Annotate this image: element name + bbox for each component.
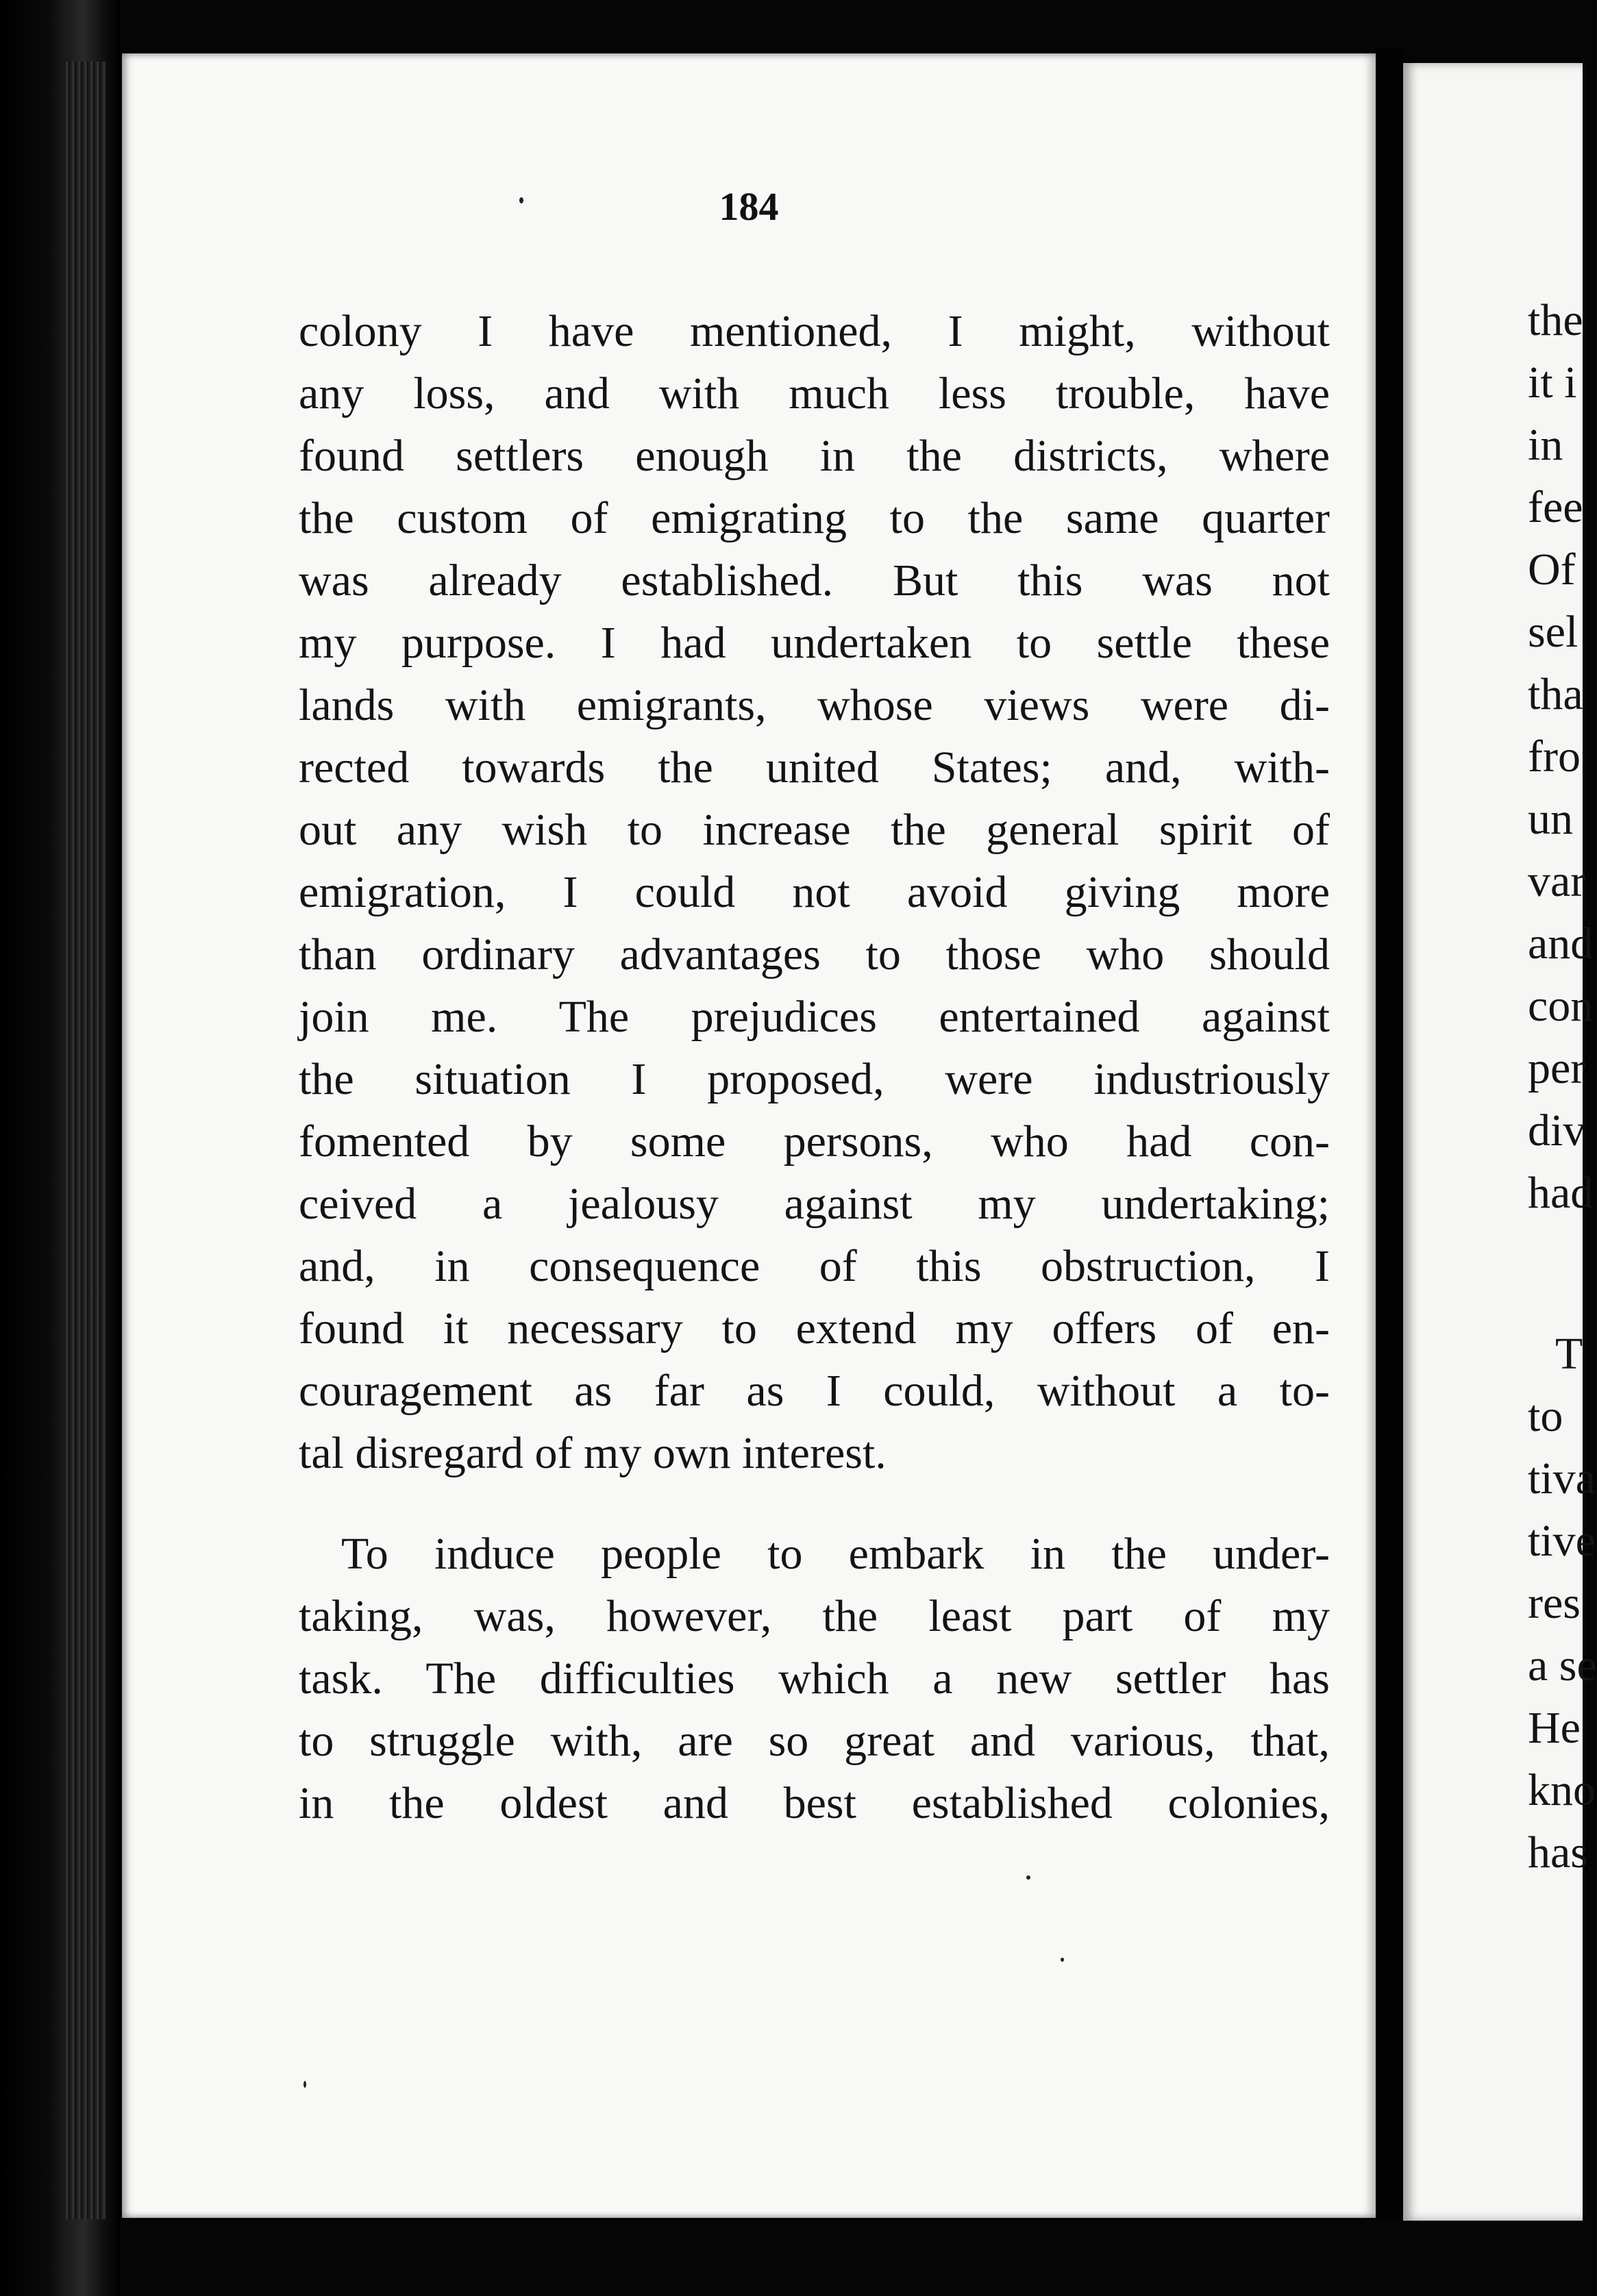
- text-line: fomented by some persons, who had con-: [299, 1116, 1330, 1166]
- text-line: a se: [1528, 1640, 1597, 1690]
- page-number: 184: [719, 184, 779, 229]
- paper-speck: [1026, 1875, 1030, 1880]
- paper-speck: [1061, 1958, 1064, 1962]
- text-line: couragement as far as I could, without a to-: [299, 1366, 1330, 1416]
- text-line: colony I have mentioned, I might, without: [299, 306, 1330, 356]
- text-line: any loss, and with much less trouble, have: [299, 369, 1330, 419]
- text-line: tal disregard of my own interest.: [299, 1428, 887, 1478]
- text-line: un: [1528, 794, 1573, 844]
- paragraph-gap: [1528, 1224, 1597, 1323]
- text-line: had: [1528, 1168, 1594, 1218]
- text-line: T: [1555, 1329, 1583, 1379]
- text-line: taking, was, however, the least part of my: [299, 1591, 1330, 1641]
- text-line: kno: [1528, 1765, 1596, 1815]
- text-line: than ordinary advantages to those who should: [299, 929, 1330, 979]
- text-line: div: [1528, 1106, 1586, 1156]
- text-line: join me. The prejudices entertained against: [299, 992, 1330, 1042]
- text-line: has: [1528, 1827, 1588, 1877]
- right-page: [1403, 63, 1597, 2221]
- text-line: var: [1528, 856, 1586, 906]
- paper-speck: [519, 197, 523, 203]
- paragraph-gap: [299, 1484, 1330, 1523]
- text-line: fee: [1528, 482, 1583, 532]
- text-line: He: [1528, 1703, 1581, 1753]
- text-line: my purpose. I had undertaken to settle these: [299, 618, 1330, 668]
- text-line: found it necessary to extend my offers of en-: [299, 1303, 1330, 1353]
- text-line: the: [1528, 295, 1583, 345]
- text-line: the situation I proposed, were industriously: [299, 1054, 1330, 1104]
- text-line: tiva: [1528, 1453, 1596, 1503]
- text-line: per: [1528, 1043, 1586, 1093]
- text-line: tha: [1528, 669, 1583, 719]
- text-line: emigration, I could not avoid giving more: [299, 867, 1330, 917]
- text-line: lands with emigrants, whose views were di-: [299, 680, 1330, 730]
- text-line: ceived a jealousy against my undertaking;: [299, 1179, 1330, 1229]
- paper-speck: [304, 2081, 306, 2088]
- text-line: Of: [1528, 545, 1576, 595]
- paragraph-1: [299, 300, 1330, 1484]
- text-line: to struggle with, are so great and various, that,: [299, 1716, 1330, 1766]
- text-line: res: [1528, 1578, 1581, 1628]
- binding-edge: [65, 62, 106, 2219]
- paragraph-2: [299, 1523, 1330, 1834]
- left-page: [122, 53, 1376, 2218]
- text-line: task. The difficulties which a new settler has: [299, 1654, 1330, 1704]
- page-body: [299, 300, 1330, 1834]
- text-line: was already established. But this was not: [299, 556, 1330, 606]
- text-line: rected towards the united States; and, with-: [299, 743, 1330, 793]
- page-gutter: [1376, 48, 1403, 2219]
- text-line: it i: [1528, 358, 1577, 408]
- text-line: con: [1528, 981, 1594, 1031]
- text-line: out any wish to increase the general spirit of: [299, 805, 1330, 855]
- book-binding: [0, 0, 120, 2296]
- right-page-text: [1528, 289, 1597, 1884]
- text-line: and: [1528, 919, 1594, 969]
- text-line: in the oldest and best established colonies,: [299, 1778, 1330, 1828]
- text-line: the custom of emigrating to the same quarter: [299, 493, 1330, 543]
- text-line: to: [1528, 1391, 1563, 1441]
- text-line: tive: [1528, 1516, 1596, 1566]
- text-line: To induce people to embark in the under-: [341, 1529, 1330, 1579]
- text-line: and, in consequence of this obstruction, I: [299, 1241, 1330, 1291]
- text-line: in: [1528, 420, 1563, 470]
- text-line: found settlers enough in the districts, where: [299, 431, 1330, 481]
- text-line: fro: [1528, 732, 1581, 782]
- text-line: sel: [1528, 607, 1579, 657]
